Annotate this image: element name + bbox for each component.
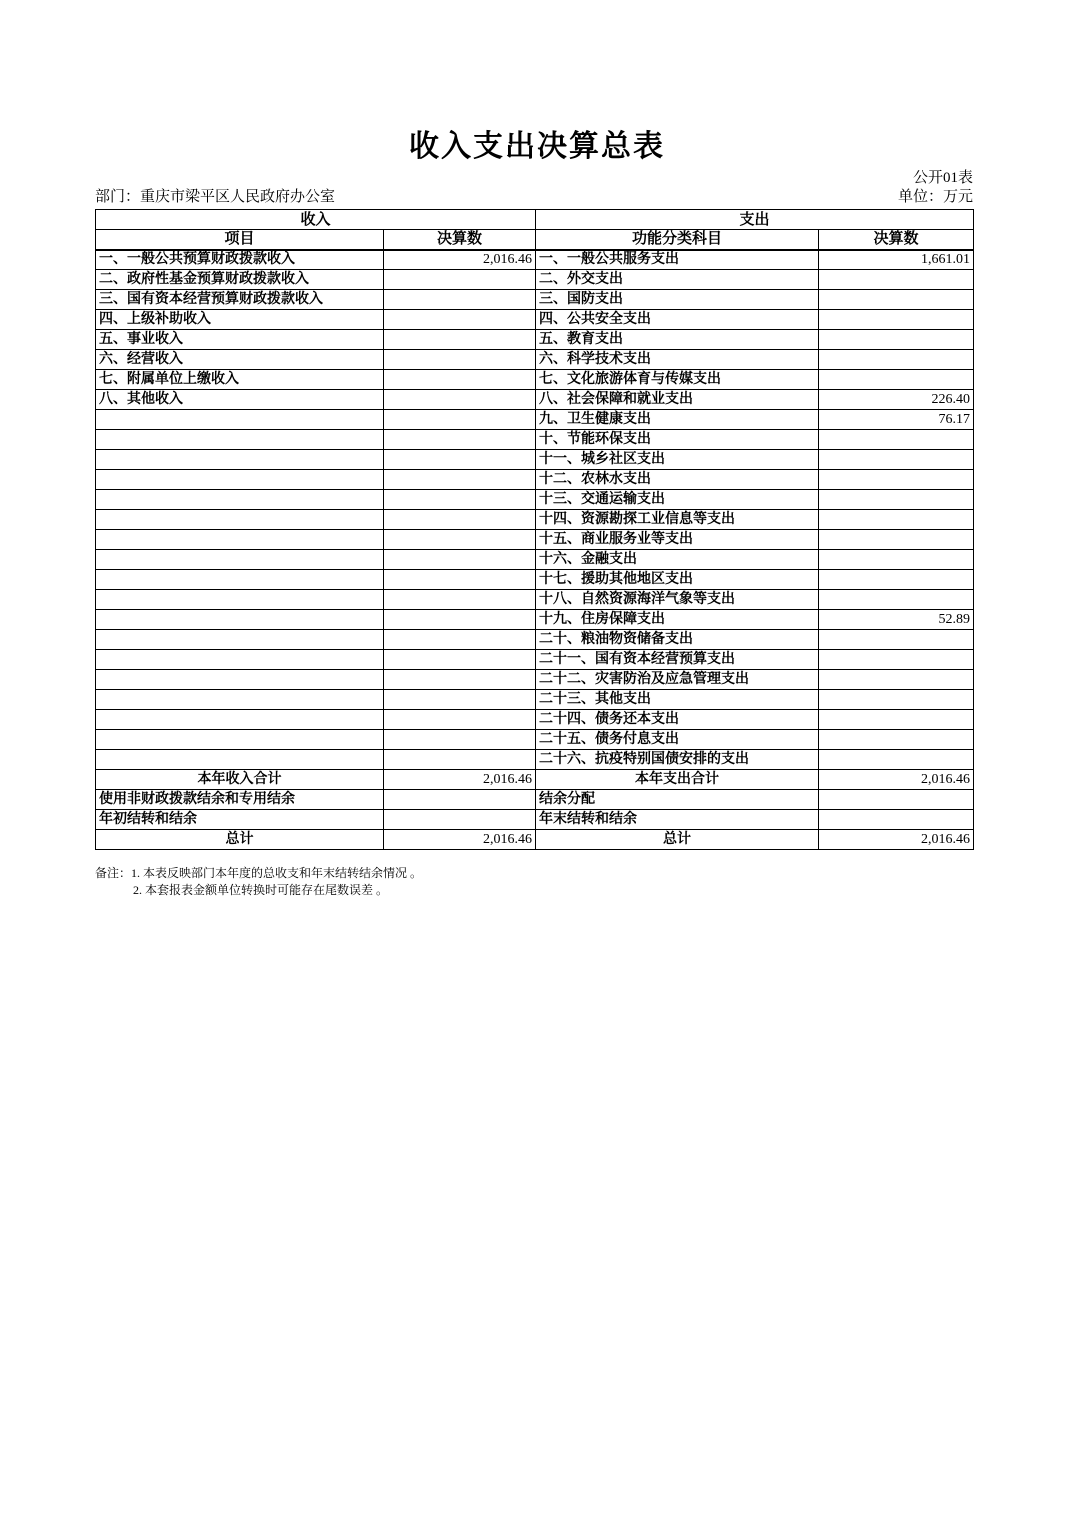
income-section-header: 收入 xyxy=(96,210,536,230)
income-amount-cell xyxy=(384,670,536,690)
notes-label: 备注： xyxy=(95,866,132,880)
expense-item-cell: 二十六、抗疫特别国债安排的支出 xyxy=(536,750,819,770)
expense-item-cell: 总计 xyxy=(536,830,819,850)
table-row xyxy=(96,550,974,570)
income-item-cell: 使用非财政拨款结余和专用结余 xyxy=(96,790,384,810)
expense-amount-cell xyxy=(819,630,974,650)
expense-amount-cell xyxy=(819,650,974,670)
expense-amount-cell xyxy=(819,450,974,470)
income-item-cell xyxy=(96,470,384,490)
income-item-cell xyxy=(96,650,384,670)
income-amount-cell xyxy=(384,630,536,650)
income-amount-cell xyxy=(384,270,536,290)
expense-amount-cell xyxy=(819,330,974,350)
expense-item-cell: 一、一般公共服务支出 xyxy=(536,250,819,270)
expense-amount-cell xyxy=(819,370,974,390)
expense-item-cell: 二十、粮油物资储备支出 xyxy=(536,630,819,650)
income-item-cell: 本年收入合计 xyxy=(96,770,384,790)
expense-amount-cell xyxy=(819,490,974,510)
table-row xyxy=(96,350,974,370)
table-footer-row xyxy=(96,830,974,850)
expense-item-cell: 十三、交通运输支出 xyxy=(536,490,819,510)
table-row xyxy=(96,590,974,610)
income-amount-cell xyxy=(384,790,536,810)
expense-amount-cell xyxy=(819,690,974,710)
section-header-row xyxy=(96,210,974,230)
table-row xyxy=(96,730,974,750)
expense-item-cell: 十四、资源勘探工业信息等支出 xyxy=(536,510,819,530)
expense-amount-cell xyxy=(819,310,974,330)
income-item-cell xyxy=(96,570,384,590)
income-item-cell xyxy=(96,530,384,550)
col-header-income-item: 项目 xyxy=(96,230,384,250)
income-item-cell xyxy=(96,610,384,630)
note-text-2: 2. 本套报表金额单位转换时可能存在尾数误差 。 xyxy=(133,883,389,897)
table-footer-row xyxy=(96,770,974,790)
expense-amount-cell: 2,016.46 xyxy=(819,770,974,790)
table-row xyxy=(96,630,974,650)
meta-line xyxy=(95,188,973,207)
expense-item-cell: 八、社会保障和就业支出 xyxy=(536,390,819,410)
income-amount-cell xyxy=(384,530,536,550)
expense-item-cell: 十七、援助其他地区支出 xyxy=(536,570,819,590)
income-amount-cell xyxy=(384,430,536,450)
income-item-cell xyxy=(96,550,384,570)
income-amount-cell xyxy=(384,550,536,570)
expense-item-cell: 四、公共安全支出 xyxy=(536,310,819,330)
income-amount-cell xyxy=(384,610,536,630)
expense-amount-cell xyxy=(819,430,974,450)
budget-summary-table xyxy=(95,209,974,850)
expense-item-cell: 六、科学技术支出 xyxy=(536,350,819,370)
table-row xyxy=(96,490,974,510)
expense-amount-cell xyxy=(819,810,974,830)
table-row xyxy=(96,370,974,390)
income-amount-cell: 2,016.46 xyxy=(384,770,536,790)
expense-item-cell: 十六、金融支出 xyxy=(536,550,819,570)
table-footer-row xyxy=(96,790,974,810)
expense-item-cell: 年末结转和结余 xyxy=(536,810,819,830)
expense-amount-cell xyxy=(819,470,974,490)
income-amount-cell xyxy=(384,450,536,470)
income-item-cell: 四、上级补助收入 xyxy=(96,310,384,330)
income-item-cell xyxy=(96,410,384,430)
income-amount-cell xyxy=(384,330,536,350)
table-row xyxy=(96,510,974,530)
expense-item-cell: 二十三、其他支出 xyxy=(536,690,819,710)
expense-item-cell: 十、节能环保支出 xyxy=(536,430,819,450)
income-item-cell: 五、事业收入 xyxy=(96,330,384,350)
table-row xyxy=(96,250,974,270)
table-row xyxy=(96,670,974,690)
income-amount-cell xyxy=(384,350,536,370)
income-item-cell: 年初结转和结余 xyxy=(96,810,384,830)
expense-amount-cell: 2,016.46 xyxy=(819,830,974,850)
expense-item-cell: 二、外交支出 xyxy=(536,270,819,290)
expense-amount-cell xyxy=(819,790,974,810)
income-item-cell xyxy=(96,450,384,470)
expense-item-cell: 十九、住房保障支出 xyxy=(536,610,819,630)
table-row xyxy=(96,330,974,350)
expense-item-cell: 十二、农林水支出 xyxy=(536,470,819,490)
income-item-cell: 总计 xyxy=(96,830,384,850)
income-amount-cell xyxy=(384,310,536,330)
expense-item-cell: 本年支出合计 xyxy=(536,770,819,790)
unit-label: 单位：万元 xyxy=(897,189,973,205)
expense-item-cell: 十八、自然资源海洋气象等支出 xyxy=(536,590,819,610)
table-row xyxy=(96,710,974,730)
expense-item-cell: 九、卫生健康支出 xyxy=(536,410,819,430)
notes-block xyxy=(95,865,973,899)
expense-item-cell: 二十二、灾害防治及应急管理支出 xyxy=(536,670,819,690)
expense-item-cell: 结余分配 xyxy=(536,790,819,810)
income-amount-cell xyxy=(384,750,536,770)
expense-amount-cell: 76.17 xyxy=(819,410,974,430)
income-item-cell xyxy=(96,730,384,750)
table-row xyxy=(96,750,974,770)
expense-amount-cell xyxy=(819,530,974,550)
note-text-1: 1. 本表反映部门本年度的总收支和年末结转结余情况 。 xyxy=(131,866,423,880)
income-amount-cell xyxy=(384,690,536,710)
income-amount-cell: 2,016.46 xyxy=(384,830,536,850)
department-label: 部门：重庆市梁平区人民政府办公室 xyxy=(95,189,336,205)
income-amount-cell xyxy=(384,490,536,510)
income-amount-cell xyxy=(384,390,536,410)
income-item-cell: 二、政府性基金预算财政拨款收入 xyxy=(96,270,384,290)
table-row xyxy=(96,470,974,490)
column-header-row xyxy=(96,230,974,250)
income-amount-cell xyxy=(384,470,536,490)
expense-amount-cell xyxy=(819,550,974,570)
expense-amount-cell: 52.89 xyxy=(819,610,974,630)
income-item-cell xyxy=(96,510,384,530)
expense-amount-cell: 226.40 xyxy=(819,390,974,410)
income-item-cell: 八、其他收入 xyxy=(96,390,384,410)
content-area xyxy=(95,169,973,899)
expense-amount-cell xyxy=(819,570,974,590)
expense-amount-cell xyxy=(819,510,974,530)
income-item-cell xyxy=(96,430,384,450)
col-header-expense-item: 功能分类科目 xyxy=(536,230,819,250)
income-amount-cell xyxy=(384,710,536,730)
col-header-expense-amount: 决算数 xyxy=(819,230,974,250)
table-row xyxy=(96,390,974,410)
income-amount-cell xyxy=(384,290,536,310)
expense-amount-cell xyxy=(819,270,974,290)
expense-item-cell: 七、文化旅游体育与传媒支出 xyxy=(536,370,819,390)
income-amount-cell xyxy=(384,570,536,590)
income-amount-cell xyxy=(384,370,536,390)
expense-item-cell: 二十五、债务付息支出 xyxy=(536,730,819,750)
income-item-cell xyxy=(96,690,384,710)
income-item-cell xyxy=(96,750,384,770)
expense-item-cell: 十一、城乡社区支出 xyxy=(536,450,819,470)
note-line-2 xyxy=(95,882,973,899)
expense-amount-cell xyxy=(819,350,974,370)
table-row xyxy=(96,410,974,430)
income-amount-cell xyxy=(384,590,536,610)
table-row xyxy=(96,450,974,470)
table-row xyxy=(96,690,974,710)
expense-amount-cell xyxy=(819,730,974,750)
expense-amount-cell: 1,661.01 xyxy=(819,250,974,270)
income-amount-cell xyxy=(384,510,536,530)
expense-item-cell: 二十一、国有资本经营预算支出 xyxy=(536,650,819,670)
income-item-cell xyxy=(96,710,384,730)
income-amount-cell: 2,016.46 xyxy=(384,250,536,270)
expense-amount-cell xyxy=(819,670,974,690)
table-footer-row xyxy=(96,810,974,830)
income-item-cell xyxy=(96,630,384,650)
table-code-label: 公开01表 xyxy=(912,170,973,186)
income-item-cell xyxy=(96,670,384,690)
income-item-cell xyxy=(96,590,384,610)
table-row xyxy=(96,610,974,630)
expense-section-header: 支出 xyxy=(536,210,974,230)
income-item-cell: 七、附属单位上缴收入 xyxy=(96,370,384,390)
table-row xyxy=(96,570,974,590)
col-header-income-amount: 决算数 xyxy=(384,230,536,250)
table-row xyxy=(96,530,974,550)
page-title: 收入支出决算总表 xyxy=(409,130,665,163)
expense-item-cell: 二十四、债务还本支出 xyxy=(536,710,819,730)
expense-amount-cell xyxy=(819,750,974,770)
table-row xyxy=(96,430,974,450)
expense-item-cell: 十五、商业服务业等支出 xyxy=(536,530,819,550)
expense-item-cell: 三、国防支出 xyxy=(536,290,819,310)
expense-amount-cell xyxy=(819,710,974,730)
expense-amount-cell xyxy=(819,290,974,310)
table-row xyxy=(96,310,974,330)
expense-item-cell: 五、教育支出 xyxy=(536,330,819,350)
income-item-cell: 一、一般公共预算财政拨款收入 xyxy=(96,250,384,270)
income-item-cell: 六、经营收入 xyxy=(96,350,384,370)
income-amount-cell xyxy=(384,410,536,430)
table-row xyxy=(96,290,974,310)
note-line-1 xyxy=(95,865,973,882)
income-item-cell xyxy=(96,490,384,510)
table-row xyxy=(96,650,974,670)
table-body xyxy=(96,250,974,850)
table-row xyxy=(96,270,974,290)
income-item-cell: 三、国有资本经营预算财政拨款收入 xyxy=(96,290,384,310)
income-amount-cell xyxy=(384,730,536,750)
income-amount-cell xyxy=(384,650,536,670)
income-amount-cell xyxy=(384,810,536,830)
expense-amount-cell xyxy=(819,590,974,610)
